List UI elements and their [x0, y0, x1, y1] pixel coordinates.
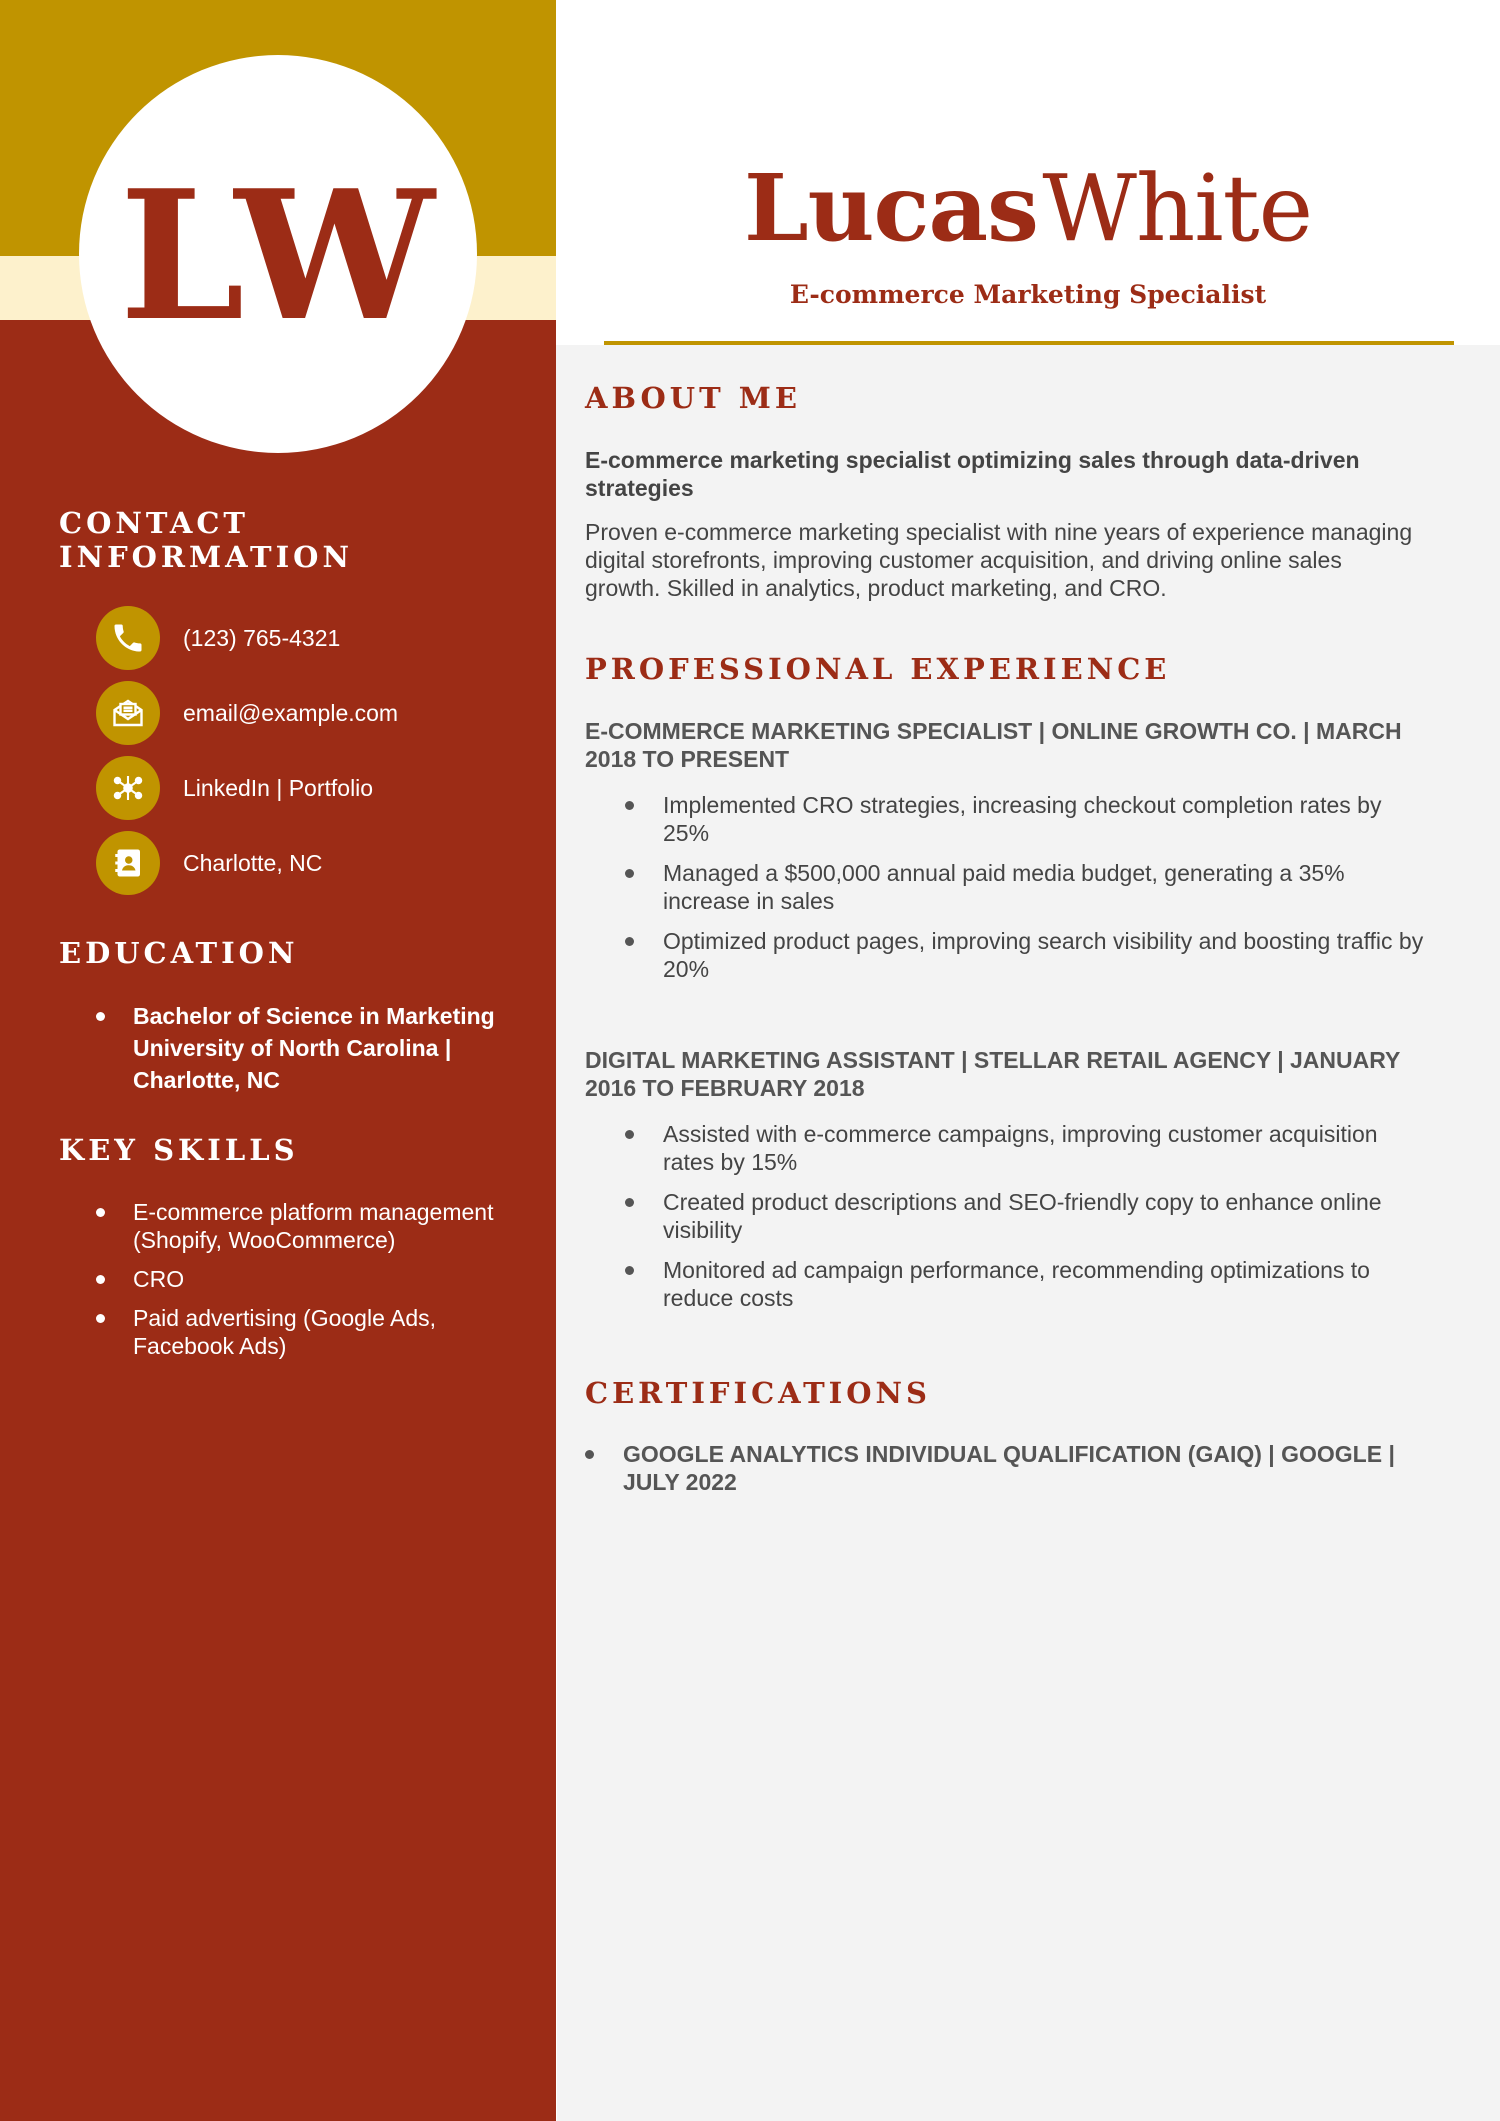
network-icon — [96, 756, 160, 820]
job-bullet: Managed a $500,000 annual paid media budget, generating a 35% increase in sales — [585, 859, 1445, 915]
job-bullets — [585, 1120, 1445, 1312]
monogram: LW — [119, 151, 437, 360]
job-entry — [585, 717, 1445, 995]
job-bullets — [585, 791, 1445, 983]
job-bullet: Assisted with e-commerce campaigns, improving customer acquisition rates by 15% — [585, 1120, 1445, 1176]
education-list — [96, 1000, 516, 1096]
certifications-section — [585, 1440, 1445, 1508]
contact-text: (123) 765-4321 — [183, 624, 341, 651]
job-bullet: Implemented CRO strategies, increasing checkout completion rates by 25% — [585, 791, 1445, 847]
job-bullet: Created product descriptions and SEO-friendly copy to enhance online visibility — [585, 1188, 1445, 1244]
experience-heading: PROFESSIONAL EXPERIENCE — [585, 652, 1171, 686]
about-body: Proven e-commerce marketing specialist with nine years of experience managing digital storefronts, improving customer acquisition, and driving online sales growth. Skilled in analytics, product marketing, and CRO. — [585, 519, 1413, 601]
job-entry — [585, 1046, 1445, 1324]
contact-text: LinkedIn | Portfolio — [183, 774, 374, 801]
header-divider — [604, 341, 1454, 345]
certifications-heading: CERTIFICATIONS — [585, 1376, 931, 1410]
contact-book-icon — [96, 831, 160, 895]
job-bullet: Optimized product pages, improving search visibility and boosting traffic by 20% — [585, 927, 1445, 983]
contact-text: email@example.com — [183, 699, 399, 726]
divider — [556, 1580, 557, 2121]
certification-list — [585, 1440, 1445, 1496]
job-bullet: Monitored ad campaign performance, recommending optimizations to reduce costs — [585, 1256, 1445, 1312]
about-subheading: E-commerce marketing specialist optimizing sales through data-driven strategies — [585, 447, 1360, 501]
skill-item: CRO — [96, 1265, 516, 1293]
education-item: Bachelor of Science in Marketing University of North Carolina | Charlotte, NC — [96, 1000, 516, 1096]
first-name: Lucas — [743, 154, 1038, 262]
contact-links[interactable] — [96, 756, 373, 820]
certification-item: GOOGLE ANALYTICS INDIVIDUAL QUALIFICATION (GAIQ) | GOOGLE | JULY 2022 — [585, 1440, 1445, 1496]
skills-list — [96, 1198, 516, 1371]
about-heading: ABOUT ME — [585, 381, 801, 415]
about-section — [585, 446, 1445, 602]
education-heading: EDUCATION — [59, 936, 299, 970]
skill-item: Paid advertising (Google Ads, Facebook Ads) — [96, 1304, 516, 1360]
job-title: E-commerce Marketing Specialist — [789, 280, 1267, 309]
skill-item: E-commerce platform management (Shopify, WooCommerce) — [96, 1198, 516, 1254]
job-heading: DIGITAL MARKETING ASSISTANT | STELLAR RETAIL AGENCY | JANUARY 2016 TO FEBRUARY 2018 — [585, 1047, 1401, 1101]
contact-text: Charlotte, NC — [183, 849, 323, 876]
email-icon — [96, 681, 160, 745]
contact-email[interactable] — [96, 681, 398, 745]
job-heading: E-COMMERCE MARKETING SPECIALIST | ONLINE GROWTH CO. | MARCH 2018 TO PRESENT — [585, 718, 1402, 772]
phone-icon — [96, 606, 160, 670]
monogram-circle — [79, 55, 477, 453]
contact-location[interactable] — [96, 831, 322, 895]
last-name: White — [1042, 155, 1313, 262]
contact-heading: CONTACT INFORMATION — [59, 506, 353, 574]
candidate-name — [556, 154, 1500, 262]
skills-heading: KEY SKILLS — [59, 1133, 299, 1167]
contact-phone[interactable] — [96, 606, 340, 670]
